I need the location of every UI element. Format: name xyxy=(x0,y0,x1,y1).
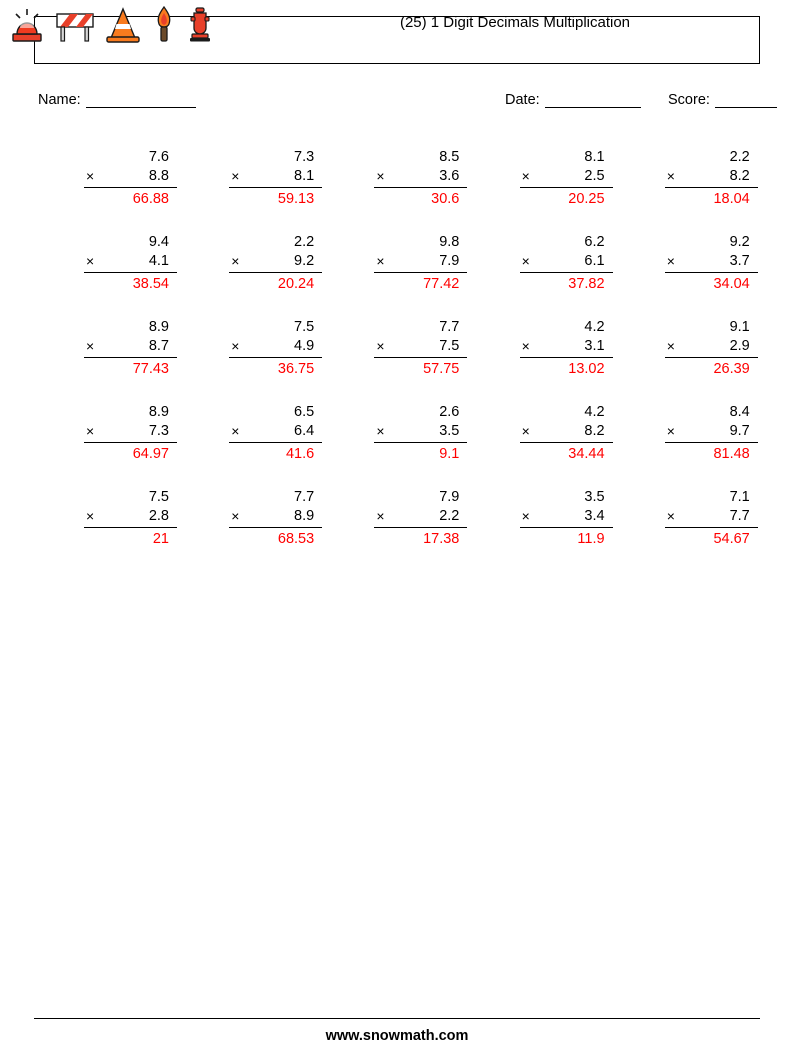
multiplier: 7.3 xyxy=(148,423,169,439)
multiplicand: 9.4 xyxy=(148,234,169,250)
multiply-operator: × xyxy=(231,253,240,269)
multiplier: 3.6 xyxy=(439,168,460,184)
multiplier-row xyxy=(374,167,467,186)
multiplicand: 9.8 xyxy=(439,234,460,250)
problem-cell xyxy=(34,310,179,395)
multiply-operator: × xyxy=(86,423,95,439)
barrier-icon xyxy=(54,4,96,44)
multiply-operator: × xyxy=(666,168,675,184)
multiplier: 2.9 xyxy=(729,338,750,354)
multiplication-problem xyxy=(374,318,467,379)
problem-cell xyxy=(324,225,469,310)
problem-cell xyxy=(179,225,324,310)
score-field-group xyxy=(668,92,777,108)
multiplier-row xyxy=(374,337,467,356)
problem-row xyxy=(34,140,760,225)
problem-cell xyxy=(324,140,469,225)
multiply-operator: × xyxy=(521,253,530,269)
answer-rule xyxy=(84,272,177,273)
answer-rule xyxy=(520,187,613,188)
multiply-operator: × xyxy=(231,508,240,524)
problem-grid xyxy=(34,140,760,565)
answer-rule xyxy=(520,527,613,528)
multiplier: 3.7 xyxy=(729,253,750,269)
multiplicand: 6.5 xyxy=(294,404,315,420)
multiplier-row xyxy=(84,167,177,186)
multiplicand: 2.2 xyxy=(294,234,315,250)
multiplier: 6.4 xyxy=(294,423,315,439)
problem-row xyxy=(34,225,760,310)
multiplicand: 8.9 xyxy=(148,404,169,420)
multiply-operator: × xyxy=(376,338,385,354)
multiplication-problem xyxy=(665,233,758,294)
multiplier: 7.7 xyxy=(729,508,750,524)
date-label: Date: xyxy=(505,92,540,108)
multiplicand: 4.2 xyxy=(584,404,605,420)
multiplier-row xyxy=(520,422,613,441)
multiplication-problem xyxy=(229,148,322,209)
multiply-operator: × xyxy=(376,508,385,524)
answer-rule xyxy=(84,357,177,358)
problem-cell xyxy=(34,395,179,480)
multiplicand: 9.2 xyxy=(729,234,750,250)
multiplication-problem xyxy=(665,488,758,549)
answer-rule xyxy=(229,272,322,273)
multiplication-problem xyxy=(520,403,613,464)
multiplication-problem xyxy=(520,318,613,379)
multiply-operator: × xyxy=(86,508,95,524)
multiplier: 9.7 xyxy=(729,423,750,439)
answer-rule xyxy=(520,442,613,443)
answer-rule xyxy=(665,357,758,358)
multiplier-row xyxy=(520,252,613,271)
multiplier-row xyxy=(374,422,467,441)
answer-rule xyxy=(374,357,467,358)
problem-cell xyxy=(179,395,324,480)
header-icon-strip xyxy=(6,3,236,45)
problem-cell xyxy=(179,140,324,225)
name-input[interactable] xyxy=(86,93,196,108)
answer: 77.42 xyxy=(423,276,460,292)
multiply-operator: × xyxy=(521,168,530,184)
answer: 41.6 xyxy=(285,446,315,462)
multiplication-problem xyxy=(84,488,177,549)
multiplication-problem xyxy=(665,403,758,464)
answer: 18.04 xyxy=(713,191,750,207)
answer: 13.02 xyxy=(568,361,605,377)
multiplier-row xyxy=(229,337,322,356)
multiplier: 2.8 xyxy=(148,508,169,524)
multiply-operator: × xyxy=(376,423,385,439)
multiplication-problem xyxy=(229,318,322,379)
problem-cell xyxy=(470,225,615,310)
multiply-operator: × xyxy=(86,338,95,354)
answer: 77.43 xyxy=(132,361,169,377)
multiplicand: 7.7 xyxy=(439,319,460,335)
multiplication-problem xyxy=(520,148,613,209)
answer-rule xyxy=(665,442,758,443)
multiplicand: 8.1 xyxy=(584,149,605,165)
multiplier: 8.2 xyxy=(584,423,605,439)
multiply-operator: × xyxy=(521,423,530,439)
answer-rule xyxy=(374,527,467,528)
name-field-group xyxy=(38,92,196,108)
multiply-operator: × xyxy=(231,168,240,184)
multiplicand: 7.5 xyxy=(294,319,315,335)
multiplication-problem xyxy=(374,233,467,294)
multiplier-row xyxy=(84,252,177,271)
problem-row xyxy=(34,395,760,480)
answer: 21 xyxy=(152,531,169,547)
answer: 37.82 xyxy=(568,276,605,292)
multiply-operator: × xyxy=(86,253,95,269)
answer-rule xyxy=(229,527,322,528)
multiplication-problem xyxy=(229,488,322,549)
answer: 34.44 xyxy=(568,446,605,462)
answer-rule xyxy=(229,187,322,188)
multiplicand: 6.2 xyxy=(584,234,605,250)
traffic-cone-icon xyxy=(102,4,144,44)
answer-rule xyxy=(665,272,758,273)
multiply-operator: × xyxy=(376,168,385,184)
answer-rule xyxy=(229,442,322,443)
problem-cell xyxy=(324,395,469,480)
answer-rule xyxy=(374,442,467,443)
footer-divider xyxy=(34,1018,760,1019)
multiplicand: 7.9 xyxy=(439,489,460,505)
problem-cell xyxy=(470,395,615,480)
answer: 57.75 xyxy=(423,361,460,377)
footer-site-url[interactable]: www.snowmath.com xyxy=(325,1028,469,1044)
answer: 34.04 xyxy=(713,276,750,292)
multiplier: 2.5 xyxy=(584,168,605,184)
multiplier-row xyxy=(229,252,322,271)
multiply-operator: × xyxy=(521,508,530,524)
answer: 26.39 xyxy=(713,361,750,377)
multiplication-problem xyxy=(520,233,613,294)
multiply-operator: × xyxy=(231,423,240,439)
multiplier-row xyxy=(665,167,758,186)
multiplier: 3.5 xyxy=(439,423,460,439)
answer: 36.75 xyxy=(277,361,315,377)
multiplier-row xyxy=(374,507,467,526)
multiplicand: 8.5 xyxy=(439,149,460,165)
answer: 17.38 xyxy=(423,531,460,547)
answer-rule xyxy=(374,187,467,188)
multiplication-problem xyxy=(84,148,177,209)
multiplier: 8.1 xyxy=(294,168,315,184)
problem-row xyxy=(34,310,760,395)
multiplication-problem xyxy=(229,233,322,294)
problem-cell xyxy=(34,480,179,565)
problem-row xyxy=(34,480,760,565)
multiplier: 8.2 xyxy=(729,168,750,184)
problem-cell xyxy=(324,480,469,565)
multiplier-row xyxy=(84,507,177,526)
answer: 81.48 xyxy=(713,446,750,462)
multiply-operator: × xyxy=(666,508,675,524)
multiplier-row xyxy=(665,422,758,441)
problem-cell xyxy=(615,395,760,480)
multiply-operator: × xyxy=(521,338,530,354)
answer-rule xyxy=(665,527,758,528)
meta-row xyxy=(0,92,794,114)
problem-cell xyxy=(34,225,179,310)
multiplication-problem xyxy=(665,318,758,379)
multiply-operator: × xyxy=(666,253,675,269)
multiplier: 6.1 xyxy=(584,253,605,269)
problem-cell xyxy=(615,480,760,565)
multiply-operator: × xyxy=(231,338,240,354)
multiplication-problem xyxy=(374,488,467,549)
multiplicand: 7.5 xyxy=(148,489,169,505)
problem-cell xyxy=(615,225,760,310)
problem-cell xyxy=(34,140,179,225)
multiplication-problem xyxy=(374,403,467,464)
problem-cell xyxy=(470,310,615,395)
multiplier: 7.5 xyxy=(439,338,460,354)
multiplication-problem xyxy=(665,148,758,209)
multiplier-row xyxy=(665,252,758,271)
multiplier-row xyxy=(229,167,322,186)
multiplication-problem xyxy=(520,488,613,549)
multiplier-row xyxy=(665,337,758,356)
multiply-operator: × xyxy=(666,338,675,354)
multiplication-problem xyxy=(84,233,177,294)
answer: 9.1 xyxy=(439,446,460,462)
answer-rule xyxy=(520,357,613,358)
multiplier-row xyxy=(520,167,613,186)
multiplication-problem xyxy=(374,148,467,209)
multiplier: 9.2 xyxy=(294,253,315,269)
multiplicand: 7.1 xyxy=(729,489,750,505)
answer-rule xyxy=(374,272,467,273)
answer: 54.67 xyxy=(713,531,750,547)
fire-hydrant-icon xyxy=(184,4,216,44)
answer: 11.9 xyxy=(577,531,605,547)
answer: 66.88 xyxy=(132,191,169,207)
multiplier-row xyxy=(229,507,322,526)
answer: 59.13 xyxy=(277,191,315,207)
multiplicand: 2.2 xyxy=(729,149,750,165)
multiplier: 4.1 xyxy=(148,253,169,269)
multiplier-row xyxy=(374,252,467,271)
answer: 38.54 xyxy=(132,276,169,292)
torch-icon xyxy=(150,4,178,44)
problem-cell xyxy=(324,310,469,395)
multiply-operator: × xyxy=(666,423,675,439)
page-title: (25) 1 Digit Decimals Multiplication xyxy=(399,14,631,31)
score-input[interactable] xyxy=(715,93,777,108)
name-label: Name: xyxy=(38,92,81,108)
answer-rule xyxy=(84,187,177,188)
multiplier: 2.2 xyxy=(439,508,460,524)
score-label: Score: xyxy=(668,92,710,108)
multiplicand: 8.9 xyxy=(148,319,169,335)
multiplier: 3.1 xyxy=(584,338,605,354)
answer: 30.6 xyxy=(431,191,460,207)
answer: 20.25 xyxy=(568,191,605,207)
multiplicand: 4.2 xyxy=(584,319,605,335)
siren-icon xyxy=(6,4,48,44)
problem-cell xyxy=(179,310,324,395)
multiplier-row xyxy=(84,422,177,441)
date-field-group xyxy=(505,92,641,108)
multiplier-row xyxy=(84,337,177,356)
multiplier: 3.4 xyxy=(584,508,605,524)
multiplicand: 7.3 xyxy=(294,149,315,165)
multiplicand: 2.6 xyxy=(439,404,460,420)
answer-rule xyxy=(84,442,177,443)
multiplicand: 7.6 xyxy=(148,149,169,165)
answer: 64.97 xyxy=(132,446,169,462)
problem-cell xyxy=(470,480,615,565)
multiplication-problem xyxy=(84,403,177,464)
multiplier-row xyxy=(665,507,758,526)
multiplier: 7.9 xyxy=(439,253,460,269)
multiplication-problem xyxy=(229,403,322,464)
answer-rule xyxy=(665,187,758,188)
multiplication-problem xyxy=(84,318,177,379)
problem-cell xyxy=(470,140,615,225)
multiplier: 8.9 xyxy=(294,508,315,524)
multiplicand: 3.5 xyxy=(584,489,605,505)
date-input[interactable] xyxy=(545,93,641,108)
multiplier-row xyxy=(520,507,613,526)
answer: 20.24 xyxy=(277,276,315,292)
problem-cell xyxy=(179,480,324,565)
multiplicand: 7.7 xyxy=(294,489,315,505)
multiplier-row xyxy=(520,337,613,356)
answer-rule xyxy=(520,272,613,273)
multiply-operator: × xyxy=(376,253,385,269)
answer-rule xyxy=(229,357,322,358)
answer: 68.53 xyxy=(277,531,315,547)
problem-cell xyxy=(615,310,760,395)
multiplier: 8.7 xyxy=(148,338,169,354)
multiplicand: 8.4 xyxy=(729,404,750,420)
multiplier-row xyxy=(229,422,322,441)
answer-rule xyxy=(84,527,177,528)
problem-cell xyxy=(615,140,760,225)
multiply-operator: × xyxy=(86,168,95,184)
multiplier: 4.9 xyxy=(294,338,315,354)
multiplicand: 9.1 xyxy=(729,319,750,335)
multiplier: 8.8 xyxy=(148,168,169,184)
